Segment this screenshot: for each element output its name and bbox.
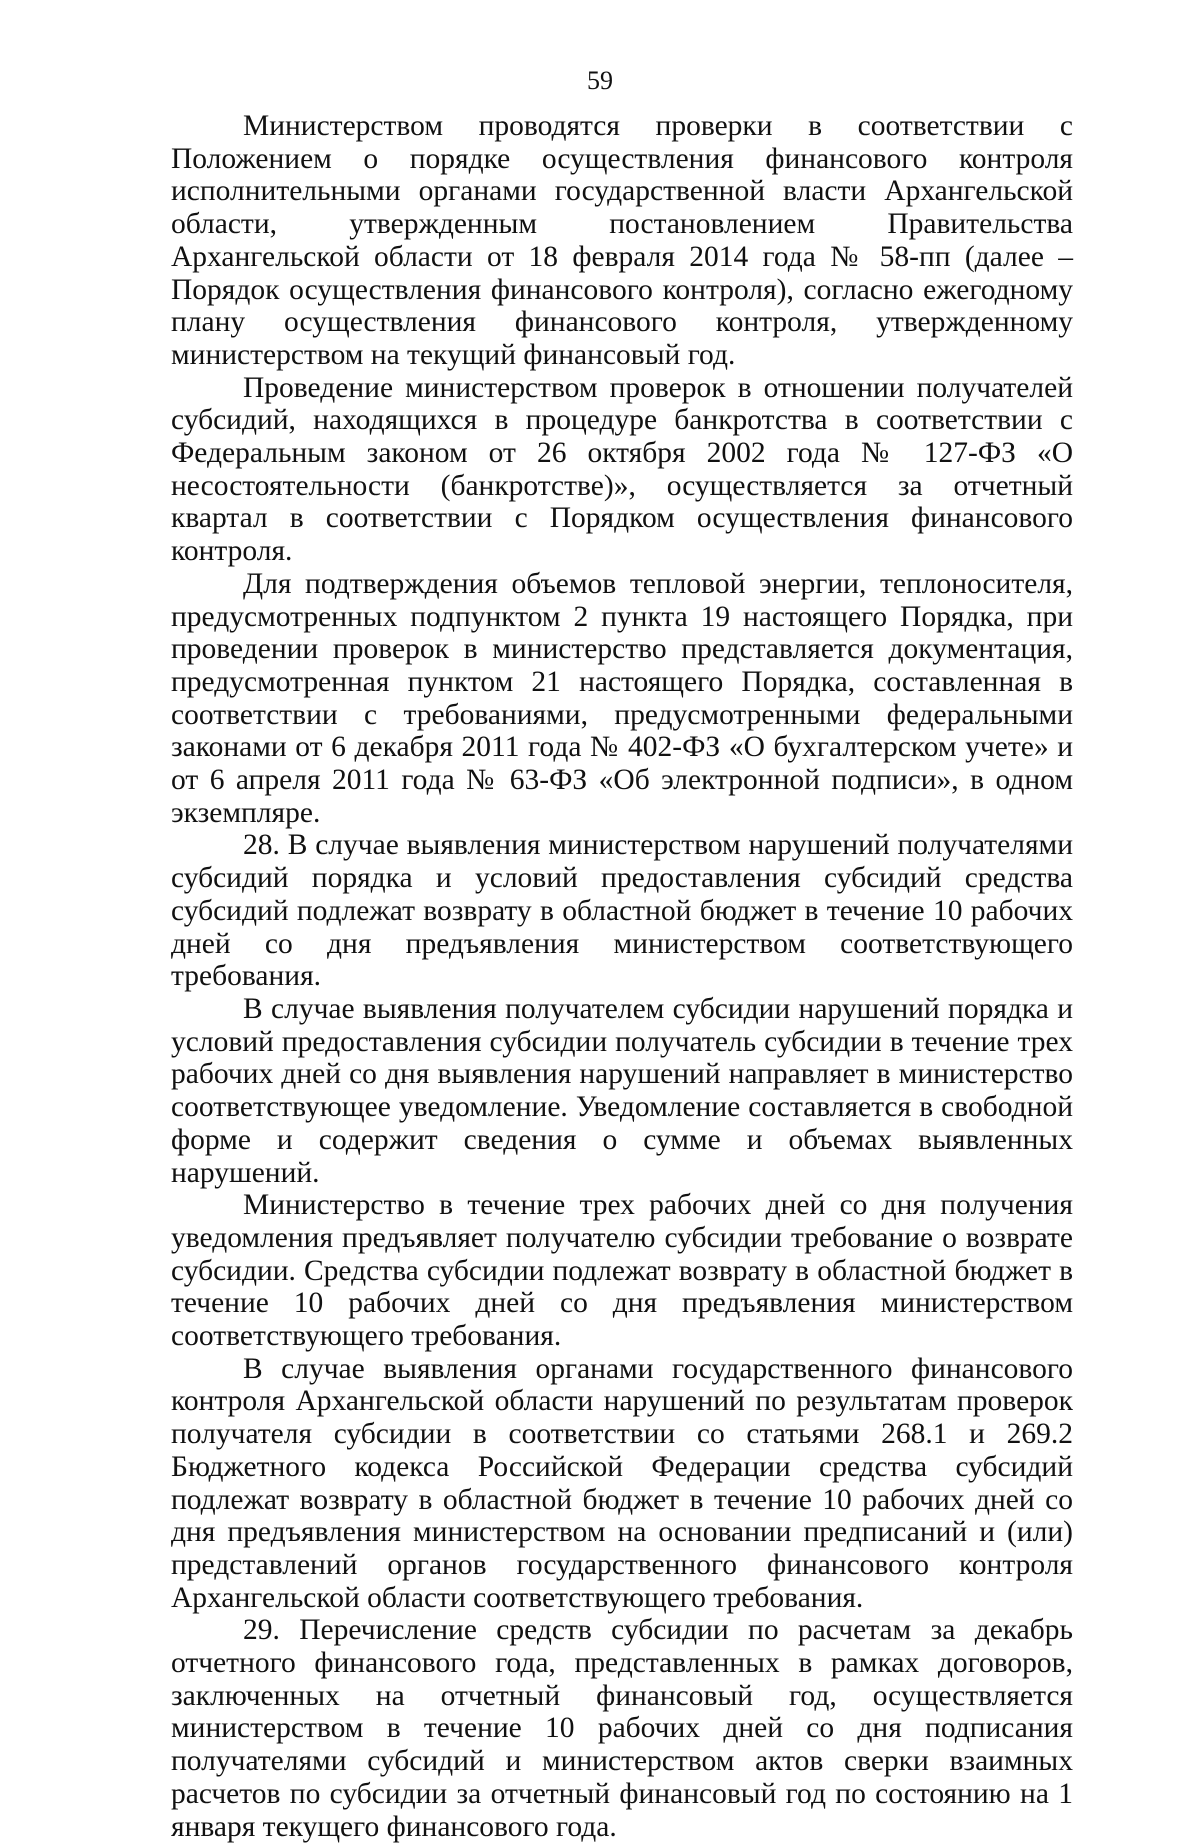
paragraph-heat-volume-confirmation: Для подтверждения объемов тепловой энергии, теплоносителя, предусмотренных подпунктом 2 пункта 19 настоящего Порядка, при проведении проверок в министерство представляется документация, предусмотренная пунктом 21 настоящего Порядка, составленная в соответствии с требованиями, предусмотренными федеральными законами от 6 декабря 2011 года № 402-ФЗ «О бухгалтерском учете» и от 6 апреля 2011 года № 63-ФЗ «Об электронной подписи», в одном экземпляре.	[171, 567, 1073, 829]
paragraph-inspections: Министерством проводятся проверки в соответствии с Положением о порядке осуществления финансового контроля исполнительными органами государственной власти Архангельской области, утвержденным постановлением Правительства Архангельской области от 18 февраля 2014 года № 58-пп (далее – Порядок осуществления финансового контроля), согласно ежегодному плану осуществления финансового контроля, утвержденному министерством на текущий финансовый год.	[171, 110, 1073, 371]
page-number: 59	[587, 66, 613, 95]
paragraph-item-28: 28. В случае выявления министерством нарушений получателями субсидий порядка и условий предоставления субсидий средства субсидий подлежат возврату в областной бюджет в течение 10 рабочих дней со дня предъявления министерством соответствующего требования.	[171, 829, 1073, 993]
paragraph-recipient-notification: В случае выявления получателем субсидии нарушений порядка и условий предоставления субсидии получатель субсидии в течение трех рабочих дней со дня выявления нарушений направляет в министерство соответствующее уведомление. Уведомление составляется в свободной форме и содержит сведения о сумме и объемах выявленных нарушений.	[171, 992, 1073, 1189]
paragraph-bankruptcy-inspections: Проведение министерством проверок в отношении получателей субсидий, находящихся в процедуре банкротства в соответствии с Федеральным законом от 26 октября 2002 года № 127-ФЗ «О несостоятельности (банкротстве)», осуществляется за отчетный квартал в соответствии с Порядком осуществления финансового контроля.	[171, 371, 1073, 568]
document-body	[171, 110, 1073, 1843]
paragraph-state-control-violations: В случае выявления органами государственного финансового контроля Архангельской области нарушений по результатам проверок получателя субсидии в соответствии со статьями 268.1 и 269.2 Бюджетного кодекса Российской Федерации средства субсидий подлежат возврату в областной бюджет в течение 10 рабочих дней со дня предъявления министерством на основании предписаний и (или) представлений органов государственного финансового контроля Архангельской области соответствующего требования.	[171, 1352, 1073, 1614]
paragraph-item-29: 29. Перечисление средств субсидии по расчетам за декабрь отчетного финансового года, представленных в рамках договоров, заключенных на отчетный финансовый год, осуществляется министерством в течение 10 рабочих дней со дня подписания получателями субсидий и министерством актов сверки взаимных расчетов по субсидии за отчетный финансовый год по состоянию на 1 января текущего финансового года.	[171, 1614, 1073, 1843]
paragraph-ministry-demand: Министерство в течение трех рабочих дней со дня получения уведомления предъявляет получателю субсидии требование о возврате субсидии. Средства субсидии подлежат возврату в областной бюджет в течение 10 рабочих дней со дня предъявления министерством соответствующего требования.	[171, 1189, 1073, 1353]
